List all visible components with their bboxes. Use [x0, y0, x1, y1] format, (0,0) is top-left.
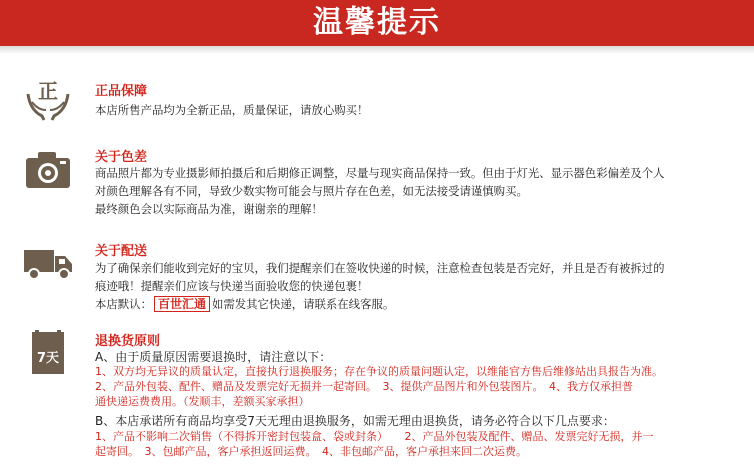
returns-a-line-2: 2、产品外包装、配件、赠品及发票完好无损并一起寄回。 3、提供产品图片和外包装图片。 4、我方仅承担普	[95, 380, 633, 393]
delivery-text-line-2: 痕迹哦！提醒亲们应该与快递当面验收您的快递包裹！	[95, 279, 369, 293]
camera-icon	[22, 146, 74, 192]
returns-a-line-1: 1、双方均无异议的质量认定，直接执行退换服务；存在争议的质量问题认定，以维能官方售后维修站出具报告为准。	[95, 365, 663, 378]
color-text-line-3: 最终颜色会以实际商品为准，谢谢亲的理解！	[95, 202, 323, 216]
seven-day-calendar-icon	[22, 330, 74, 376]
section-color	[0, 140, 754, 230]
section-returns	[0, 326, 754, 465]
delivery-text-line-1: 为了确保亲们能收到完好的宝贝，我们提醒亲们在签收快递的时候，注意检查包装是否完好，并且是否有被拆过的	[95, 261, 665, 275]
section-title-color: 关于色差	[95, 150, 148, 165]
section-title-returns: 退换货原则	[95, 334, 161, 349]
page-title: 温馨提示	[313, 5, 441, 40]
delivery-default-suffix: 如需发其它快递，请联系在线客服。	[211, 297, 395, 311]
express-badge: 百世汇通	[154, 296, 210, 312]
returns-a-heading: A、由于质量原因需要退换时，请注意以下：	[95, 350, 332, 364]
svg-text:正: 正	[38, 79, 58, 103]
returns-b-line-1: 1、产品不影响二次销售（不得拆开密封包装盒、袋或封条） 2、产品外包装及配件、赠品、发票完好无损，并一	[95, 430, 654, 443]
genuine-hands-icon	[22, 76, 74, 122]
color-text-line-2: 对颜色理解各有不同，导致少数实物可能会与照片存在色差，如无法接受请谨慎购买。	[95, 184, 528, 198]
returns-b-heading: B、本店承诺所有商品均享受7天无理由退换服务，如需无理由退换货，请务必符合以下几点要求：	[95, 414, 615, 428]
banner-shadow	[0, 46, 754, 54]
color-text-line-1: 商品照片都为专业摄影师拍摄后和后期修正调整，尽量与现实商品保持一致。但由于灯光、显示器色彩偏差及个人	[95, 166, 665, 180]
genuine-text: 本店所售产品均为全新正品，质量保证，请放心购买！	[95, 103, 369, 117]
section-delivery	[0, 232, 754, 322]
returns-a-line-3: 通快递运费费用。（发顺丰，差额买家承担）	[95, 395, 310, 408]
delivery-default-line	[95, 296, 394, 312]
delivery-default-prefix: 本店默认：	[95, 297, 152, 311]
truck-icon	[22, 240, 74, 286]
section-title-genuine: 正品保障	[95, 84, 148, 99]
section-genuine	[0, 70, 754, 130]
svg-text:7天: 7天	[36, 351, 60, 366]
returns-b-line-2: 起寄回。 3、包邮产品，客户承担返回运费。 4、非包邮产品，客户承担来回二次运费。	[95, 445, 527, 458]
section-title-delivery: 关于配送	[95, 244, 148, 259]
